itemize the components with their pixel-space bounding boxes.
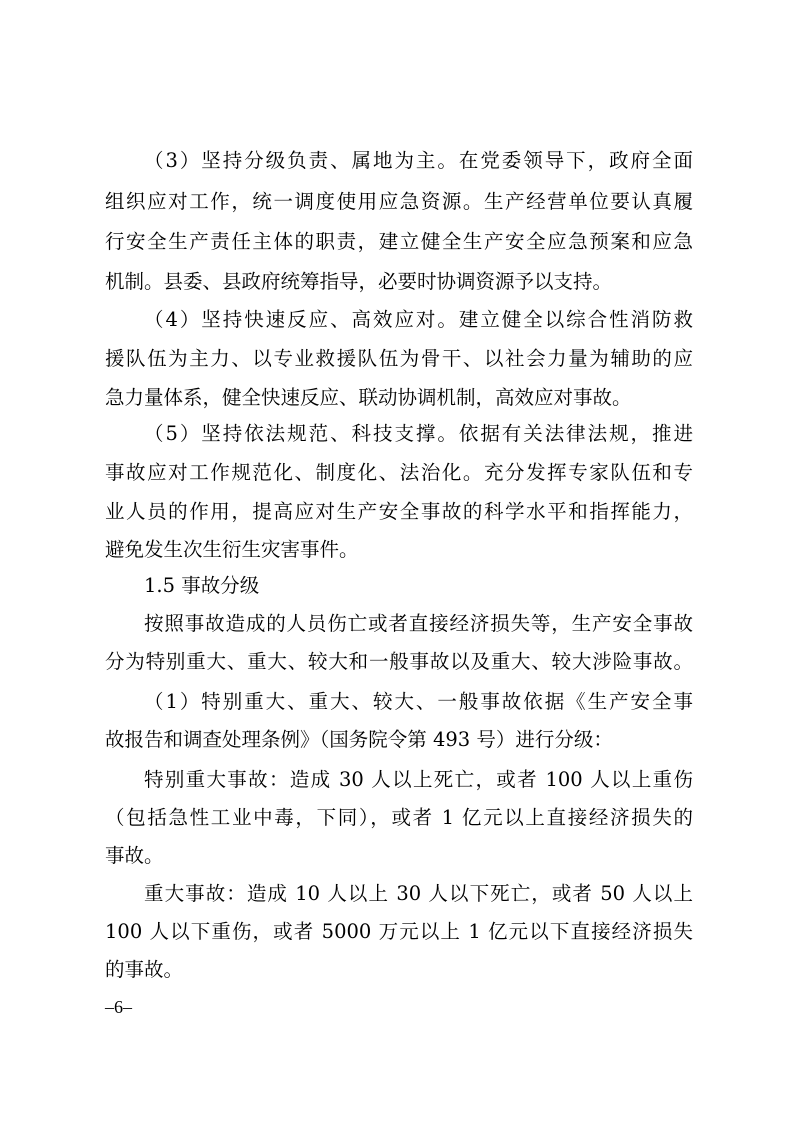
major-line-1: 重大事故：造成 10 人以上 30 人以下死亡，或者 50 人以上 — [144, 882, 693, 905]
paragraph-5-line-3: 业人员的作用，提高应对生产安全事故的科学水平和指挥能力， — [105, 500, 693, 523]
paragraph-5-line-2: 事故应对工作规范化、制度化、法治化。充分发挥专家队伍和专 — [105, 461, 693, 484]
section-heading-1-5: 1.5 事故分级 — [144, 574, 260, 597]
paragraph-3-line-1: （3）坚持分级负责、属地为主。在党委领导下，政府全面 — [144, 149, 693, 172]
paragraph-5-line-1: （5）坚持依法规范、科技支撑。依据有关法律法规，推进 — [144, 422, 693, 445]
paragraph-5-line-4: 避免发生次生衍生灾害事件。 — [105, 538, 359, 561]
paragraph-3-line-3: 行安全生产责任主体的职责，建立健全生产安全应急预案和应急 — [105, 230, 693, 253]
major-line-3: 的事故。 — [105, 958, 184, 981]
special-major-line-3: 事故。 — [105, 844, 164, 867]
page-number: –6– — [105, 997, 132, 1017]
special-major-line-1: 特别重大事故：造成 30 人以上死亡，或者 100 人以上重伤 — [144, 768, 693, 791]
paragraph-1-line-2: 故报告和调查处理条例》（国务院令第 493 号）进行分级： — [105, 728, 613, 751]
paragraph-3-line-2: 组织应对工作，统一调度使用应急资源。生产经营单位要认真履 — [105, 190, 693, 213]
paragraph-1-line-1: （1）特别重大、重大、较大、一般事故依据《生产安全事 — [144, 690, 693, 713]
special-major-line-2: （包括急性工业中毒，下同），或者 1 亿元以上直接经济损失的 — [105, 806, 693, 829]
paragraph-4-line-2: 援队伍为主力、以专业救援队伍为骨干、以社会力量为辅助的应 — [105, 347, 693, 370]
paragraph-grading-line-2: 分为特别重大、重大、较大和一般事故以及重大、较大涉险事故。 — [105, 650, 693, 673]
paragraph-4-line-3: 急力量体系，健全快速反应、联动协调机制，高效应对事故。 — [105, 386, 632, 409]
paragraph-grading-line-1: 按照事故造成的人员伤亡或者直接经济损失等，生产安全事故 — [144, 612, 693, 635]
paragraph-3-line-4: 机制。县委、县政府统筹指导，必要时协调资源予以支持。 — [105, 270, 613, 293]
paragraph-4-line-1: （4）坚持快速反应、高效应对。建立健全以综合性消防救 — [144, 308, 693, 331]
major-line-2: 100 人以下重伤，或者 5000 万元以上 1 亿元以下直接经济损失 — [105, 920, 693, 943]
